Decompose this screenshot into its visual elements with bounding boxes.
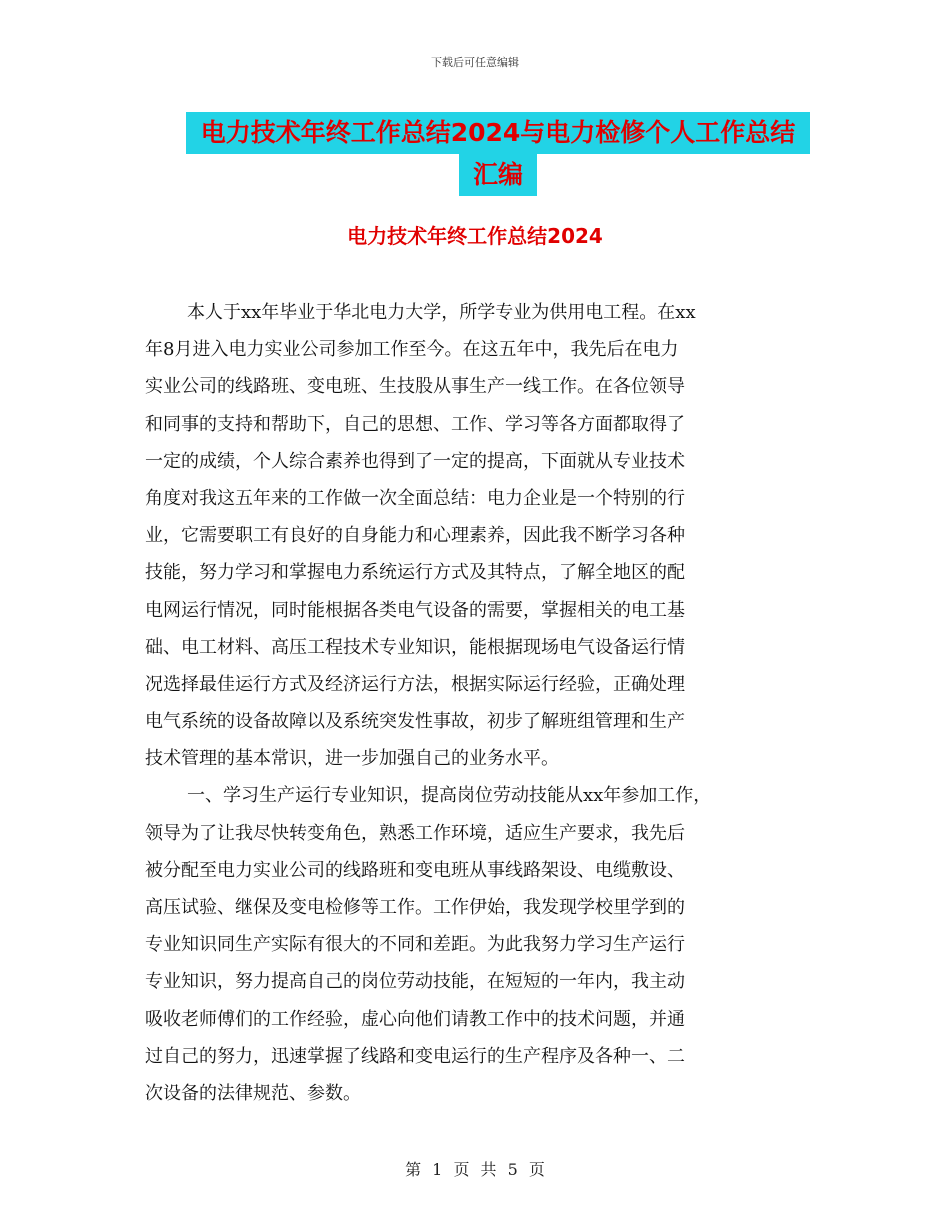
paragraph-line: 和同事的支持和帮助下，自己的思想、工作、学习等各方面都取得了	[145, 413, 685, 435]
paragraph-line: 领导为了让我尽快转变角色，熟悉工作环境，适应生产要求，我先后	[145, 822, 685, 844]
paragraph-line: 次设备的法律规范、参数。	[145, 1082, 361, 1104]
paragraph-line: 吸收老师傅们的工作经验，虚心向他们请教工作中的技术问题，并通	[145, 1008, 685, 1030]
page-number: 第 1 页 共 5 页	[405, 1160, 545, 1179]
paragraph-line: 一定的成绩，个人综合素养也得到了一定的提高，下面就从专业技术	[145, 450, 685, 472]
paragraph-line: 专业知识同生产实际有很大的不同和差距。为此我努力学习生产运行	[145, 934, 685, 956]
paragraph-line: 础、电工材料、高压工程技术专业知识，能根据现场电气设备运行情	[145, 636, 685, 658]
title-line-1: 电力技术年终工作总结2024与电力检修个人工作总结	[186, 112, 810, 154]
paragraph-line: 被分配至电力实业公司的线路班和变电班从事线路架设、电缆敷设、	[145, 859, 685, 881]
section-title: 电力技术年终工作总结2024	[347, 224, 603, 248]
paragraph-line: 业，它需要职工有良好的自身能力和心理素养，因此我不断学习各种	[145, 525, 685, 547]
paragraph-line: 本人于xx年毕业于华北电力大学，所学专业为供用电工程。在xx	[187, 302, 696, 323]
paragraph-line: 技术管理的基本常识，进一步加强自己的业务水平。	[145, 748, 559, 770]
paragraph-line: 电网运行情况，同时能根据各类电气设备的需要，掌握相关的电工基	[145, 599, 685, 621]
paragraph-line: 过自己的努力，迅速掌握了线路和变电运行的生产程序及各种一、二	[145, 1045, 685, 1067]
header-note: 下载后可任意编辑	[431, 56, 519, 69]
paragraph-line: 一、学习生产运行专业知识，提高岗位劳动技能从xx年参加工作，	[187, 785, 712, 807]
paragraph-line: 高压试验、继保及变电检修等工作。工作伊始，我发现学校里学到的	[145, 897, 685, 918]
paragraph-line: 电气系统的设备故障以及系统突发性事故，初步了解班组管理和生产	[145, 711, 685, 733]
paragraph-line: 况选择最佳运行方式及经济运行方法，根据实际运行经验，正确处理	[145, 673, 685, 695]
title-line-2: 汇编	[459, 154, 537, 196]
document-title	[186, 112, 810, 196]
paragraph-line: 实业公司的线路班、变电班、生技股从事生产一线工作。在各位领导	[145, 376, 685, 398]
body-text	[145, 294, 810, 1112]
paragraph-line: 角度对我这五年来的工作做一次全面总结：电力企业是一个特别的行	[145, 487, 685, 509]
paragraph-line: 技能，努力学习和掌握电力系统运行方式及其特点，了解全地区的配	[145, 562, 685, 584]
paragraph-line: 年8月进入电力实业公司参加工作至今。在这五年中，我先后在电力	[145, 339, 679, 361]
paragraph-line: 专业知识，努力提高自己的岗位劳动技能，在短短的一年内，我主动	[145, 971, 685, 993]
